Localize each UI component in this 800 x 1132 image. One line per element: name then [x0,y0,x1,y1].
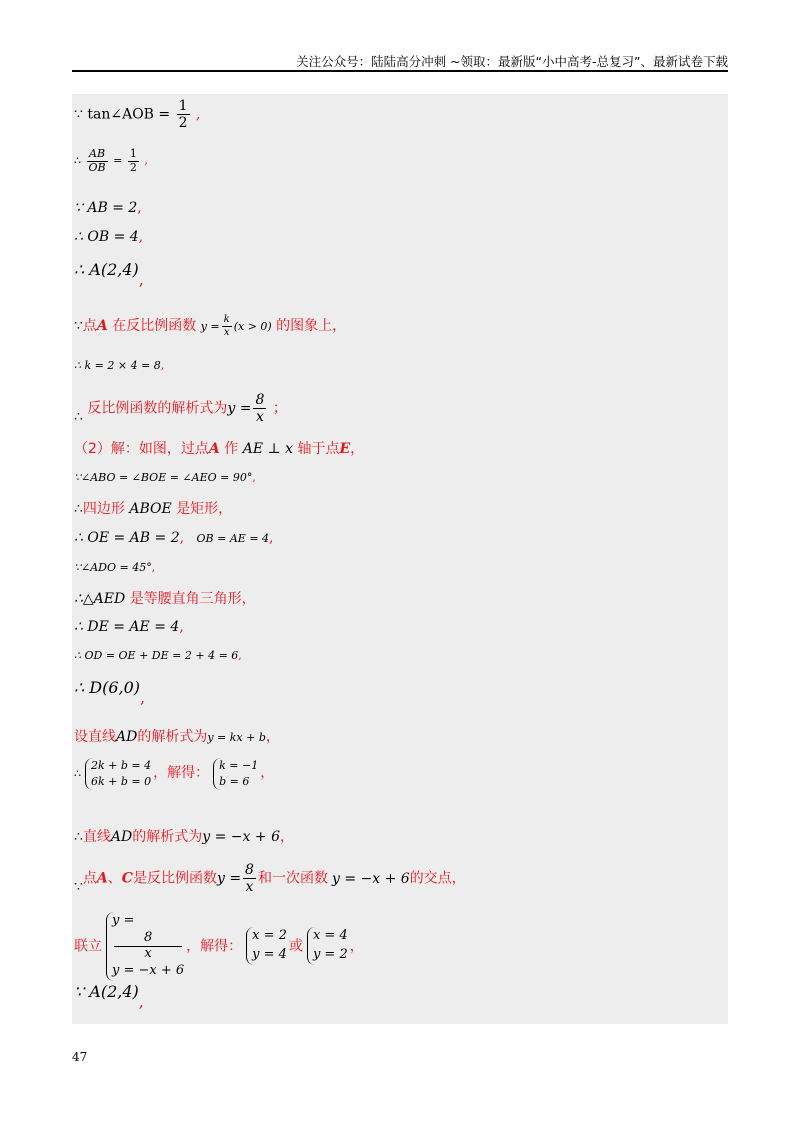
text: 是矩形， [176,501,233,517]
therefore: ∴ [74,154,81,168]
math: ∴ D(6,0) [74,678,141,697]
equation: x = 4 [312,928,348,944]
domain-condition: (x > 0) [233,320,272,333]
math: AE ⊥ x [242,441,293,457]
numerator: AB [87,148,108,162]
text: 四边形 [82,501,125,517]
math: ∵ AB = 2 [74,200,138,216]
comma: , [179,619,184,635]
text: 设直线 [74,729,116,745]
text: 反比例函数的解析式为 [87,400,228,417]
math: ∵ tan∠AOB = [74,106,171,123]
line-point-d [74,678,146,707]
point-label: A [208,441,220,457]
point-label: A [96,318,108,334]
text: 是反比例函数 [132,870,217,887]
line-rectangle [74,502,232,516]
function-lhs: y = [112,913,135,928]
math: ∵∠ADO = 45° [74,561,152,574]
numerator: 1 [178,98,188,114]
denominator: 2 [178,115,188,132]
equation: y = 2 [312,947,348,963]
comma: ， [349,938,364,955]
math: ∴ OE = AB = 2 [74,530,180,546]
function-lhs: y = [227,400,252,417]
equation-system [85,758,151,790]
denominator: x [255,409,264,426]
comma: ， [279,829,294,845]
comma: , [151,561,156,574]
math: ∵∠ABO = ∠BOE = ∠AEO = 90° [74,471,253,484]
comma: , [144,154,148,168]
line-ab-ob-ratio [74,148,148,174]
equation: x = 2 [252,928,287,944]
math: ∴△AED [74,591,126,607]
math: y = kx + b [207,731,266,744]
text: 的交点， [409,870,466,887]
function-lhs: y = [200,320,220,333]
equation: 2k + b = 4 [91,759,152,772]
comma: , [160,359,165,372]
line-ab-value [74,201,142,215]
comma: , [269,530,274,546]
page-header: 关注公众号：陆陆高分冲刺 ~领取：最新版“小中高考-总复习”、最新试卷下载 [296,54,728,69]
text: ，解得： [153,764,210,781]
fraction [87,148,108,174]
line-de-value [74,620,184,634]
line-joint-system [74,912,364,981]
line-right-angles [74,472,256,483]
comma: , [137,200,142,216]
text: 是等腰直角三角形， [129,591,256,607]
comma: , [179,530,185,546]
line-inverse-function [74,392,287,425]
math: y = −x + 6 [202,829,280,845]
numerator: 8 [245,862,254,878]
line-intersection [74,862,466,895]
equation: y = 4 [252,947,287,963]
line-oe-ob [74,531,273,545]
comma: , [238,649,242,662]
text: （2）解：如图，过点 [74,441,209,457]
comma: , [195,106,201,123]
line-tan-aob [74,98,200,131]
numerator: 8 [255,392,265,408]
page-number: 47 [72,1050,88,1064]
math: ∵ A(2,4) [74,982,139,1001]
line-ob-value [74,230,143,244]
text: 或 [288,938,303,955]
because: ∵ [74,878,83,895]
denominator: 2 [129,160,137,174]
line-point-on-graph [74,314,346,338]
text: 点 [82,318,97,334]
fraction [177,98,190,131]
point-label: A [96,870,108,887]
line-ad-result [74,830,294,844]
math: ∴ OB = 4 [74,229,139,245]
because: ∵ [74,318,83,334]
denominator: x [144,945,152,961]
line-od-value [74,650,242,661]
numerator: 1 [129,147,137,160]
text: 的解析式为 [132,829,203,845]
comma: , [252,471,256,484]
line-angle-ado [74,562,155,573]
solution-system [307,927,348,965]
text: 在反比例函数 [112,318,197,334]
line-point-a [74,260,144,289]
math: AD [110,829,133,845]
denominator: x [245,879,254,896]
text: 点 [82,870,97,887]
therefore: ∴ [74,766,81,780]
text: 作 [224,441,239,457]
text: 的图象上， [276,318,347,334]
line-k-value [74,360,164,371]
equation: 6k + b = 0 [91,774,152,788]
fraction [243,862,256,895]
numerator: 8 [114,931,182,947]
comma: , [138,992,144,1011]
math: ∴ A(2,4) [74,260,139,279]
text: 和一次函数 [257,870,328,887]
solution-system [213,758,258,790]
function-lhs: y = [216,870,242,887]
text: 轴于点 [297,441,340,457]
equation: k = −1 [219,759,259,772]
equation: y = −x + 6 [112,962,185,978]
fraction [114,931,182,962]
header-divider [72,70,728,72]
fraction [222,314,232,338]
comma: , [138,229,144,245]
equation [112,912,184,962]
fraction [128,148,139,174]
math: ∴ DE = AE = 4 [74,619,180,635]
math: AD [116,729,138,745]
math: ∴ OD = OE + DE = 2 + 4 = 6 [74,649,239,662]
math: OB = AE = 4 [196,532,270,545]
equals: = [113,154,123,168]
comma: , [138,270,144,289]
line-system-ad [74,758,274,790]
therefore: ∴ [74,408,83,425]
math: ABOE [129,501,172,517]
therefore: ∴ [74,501,83,517]
comma: ， [260,764,275,781]
text: ，解得： [186,938,243,955]
line-set-ad [74,730,280,744]
text: 直线 [82,829,111,845]
text: 的解析式为 [137,729,208,745]
point-label: C [121,870,133,887]
equation-system [106,912,184,981]
therefore: ∴ [74,829,83,845]
line-isosceles [74,592,256,606]
comma: ， [265,729,280,745]
comma: ， [350,441,365,457]
denominator: x [223,326,230,338]
text: 联立 [74,938,102,955]
line-part2-intro [74,442,364,456]
fraction [253,392,266,425]
numerator: k [223,314,230,325]
line-point-a-final [74,982,144,1011]
solution-system [246,927,287,965]
semicolon: ； [272,400,287,417]
math: ∴ k = 2 × 4 = 8 [74,359,161,372]
point-label: E [339,441,351,457]
separator: 、 [107,870,122,887]
denominator: OB [88,160,106,174]
equation: b = 6 [219,774,250,788]
comma: , [140,688,146,707]
math: y = −x + 6 [331,870,410,887]
